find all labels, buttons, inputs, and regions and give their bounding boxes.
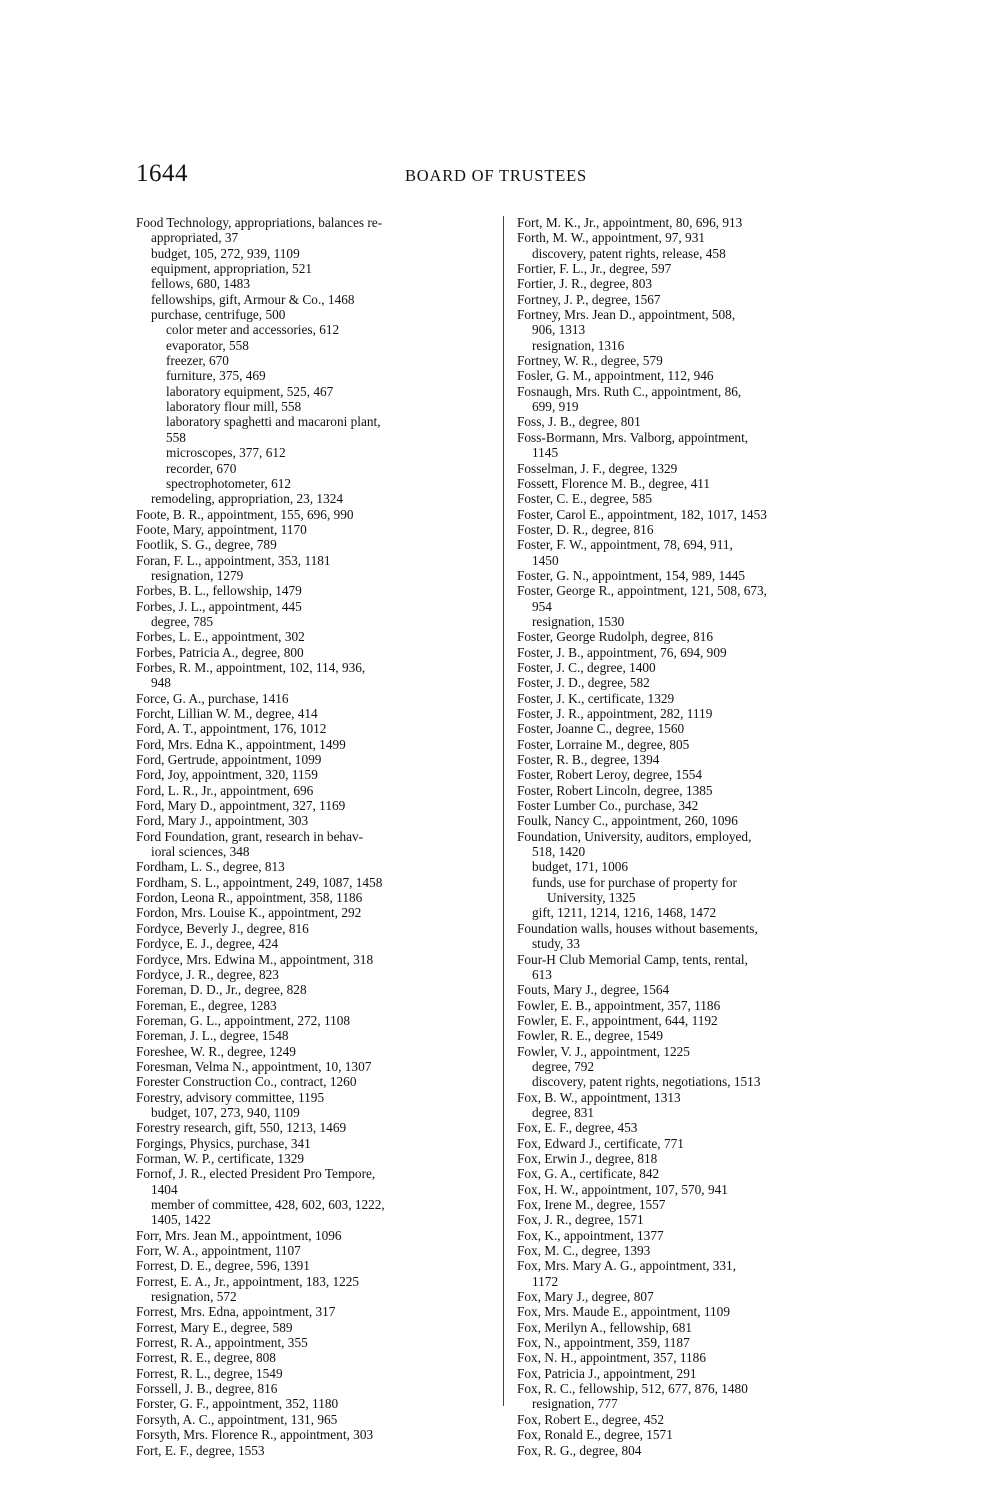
index-entry: Foster, Joanne C., degree, 1560 [517, 721, 685, 737]
index-entry: Foster Lumber Co., purchase, 342 [517, 798, 699, 814]
index-subentry: resignation, 1530 [532, 613, 625, 629]
index-entry: Fox, M. C., degree, 1393 [517, 1243, 651, 1259]
index-subentry: freezer, 670 [166, 353, 229, 369]
index-entry: Forbes, B. L., fellowship, 1479 [136, 583, 302, 599]
running-head: BOARD OF TRUSTEES [405, 166, 587, 185]
column-divider [503, 216, 504, 1406]
index-entry: Fornof, J. R., elected President Pro Tempore, [136, 1166, 376, 1182]
index-entry: Fowler, R. E., degree, 1549 [517, 1028, 664, 1044]
index-entry: Fox, R. C., fellowship, 512, 677, 876, 1480 [517, 1381, 748, 1397]
index-entry: Fowler, V. J., appointment, 1225 [517, 1043, 690, 1059]
index-entry: Forestry research, gift, 550, 1213, 1469 [136, 1120, 347, 1136]
index-entry: Forster, G. F., appointment, 352, 1180 [136, 1396, 339, 1412]
index-entry: Fox, N. H., appointment, 357, 1186 [517, 1350, 706, 1366]
index-subentry: gift, 1211, 1214, 1216, 1468, 1472 [532, 905, 717, 921]
index-column-right [517, 215, 874, 1458]
index-entry: Fox, B. W., appointment, 1313 [517, 1089, 681, 1105]
index-entry: Foundation walls, houses without basements, [517, 920, 758, 936]
index-subentry: fellowships, gift, Armour & Co., 1468 [151, 291, 355, 307]
index-entry: Foster, R. B., degree, 1394 [517, 752, 660, 768]
index-entry: Forrest, D. E., degree, 596, 1391 [136, 1258, 310, 1274]
index-entry: Ford, Gertrude, appointment, 1099 [136, 752, 322, 768]
index-subentry: 1404 [151, 1181, 178, 1197]
index-entry: Foreman, D. D., Jr., degree, 828 [136, 982, 307, 998]
index-entry: Forbes, Patricia A., degree, 800 [136, 644, 304, 660]
index-entry: Fox, Ronald E., degree, 1571 [517, 1427, 673, 1443]
index-entry: Foreman, G. L., appointment, 272, 1108 [136, 1012, 351, 1028]
index-subentry: degree, 792 [532, 1058, 595, 1074]
index-entry: Foster, J. K., certificate, 1329 [517, 690, 675, 706]
index-entry: Foote, B. R., appointment, 155, 696, 990 [136, 506, 354, 522]
index-entry: Fortier, J. R., degree, 803 [517, 276, 652, 292]
index-subentry: equipment, appropriation, 521 [151, 261, 313, 277]
index-entry: Fouts, Mary J., degree, 1564 [517, 982, 670, 998]
index-subentry: funds, use for purchase of property for [532, 874, 737, 890]
index-entry: Fosnaugh, Mrs. Ruth C., appointment, 86, [517, 383, 742, 399]
index-entry: Foster, Lorraine M., degree, 805 [517, 736, 690, 752]
index-entry: Fox, Mrs. Maude E., appointment, 1109 [517, 1304, 730, 1320]
index-subentry: University, 1325 [547, 890, 636, 906]
index-entry: Foran, F. L., appointment, 353, 1181 [136, 552, 331, 568]
index-subentry: laboratory flour mill, 558 [166, 399, 302, 415]
index-entry: Fordyce, J. R., degree, 823 [136, 966, 279, 982]
index-entry: Force, G. A., purchase, 1416 [136, 690, 289, 706]
index-entry: Foreshee, W. R., degree, 1249 [136, 1043, 296, 1059]
index-entry: Foster, J. B., appointment, 76, 694, 909 [517, 644, 727, 660]
index-entry: Fox, Robert E., degree, 452 [517, 1411, 664, 1427]
index-entry: Ford, Mrs. Edna K., appointment, 1499 [136, 736, 346, 752]
index-subentry: degree, 785 [151, 613, 214, 629]
index-subentry: appropriated, 37 [151, 230, 239, 246]
index-subentry: color meter and accessories, 612 [166, 322, 340, 338]
index-subentry: laboratory spaghetti and macaroni plant, [166, 414, 381, 430]
index-subentry: 518, 1420 [532, 844, 586, 860]
index-entry: Forrest, Mary E., degree, 589 [136, 1319, 293, 1335]
index-entry: Fortney, W. R., degree, 579 [517, 353, 663, 369]
index-entry: Forr, W. A., appointment, 1107 [136, 1243, 301, 1259]
index-entry: Fosselman, J. F., degree, 1329 [517, 460, 678, 476]
index-entry: Fox, Mary J., degree, 807 [517, 1289, 654, 1305]
index-entry: Foreman, E., degree, 1283 [136, 997, 277, 1013]
index-entry: Fordham, S. L., appointment, 249, 1087, 1458 [136, 874, 383, 890]
index-entry: Fordham, L. S., degree, 813 [136, 859, 285, 875]
index-entry: Foulk, Nancy C., appointment, 260, 1096 [517, 813, 738, 829]
index-subentry: spectrophotometer, 612 [166, 475, 292, 491]
index-subentry: 948 [151, 675, 171, 691]
index-column-left [136, 215, 489, 1458]
index-entry: Forssell, J. B., degree, 816 [136, 1381, 278, 1397]
index-entry: Foster, D. R., degree, 816 [517, 521, 654, 537]
index-subentry: microscopes, 377, 612 [166, 445, 286, 461]
index-subentry: 906, 1313 [532, 322, 586, 338]
index-entry: Forrest, E. A., Jr., appointment, 183, 1225 [136, 1273, 360, 1289]
index-entry: Foster, George R., appointment, 121, 508, 673, [517, 583, 767, 599]
index-entry: Fortney, Mrs. Jean D., appointment, 508, [517, 307, 736, 323]
index-entry: Forbes, J. L., appointment, 445 [136, 598, 302, 614]
index-entry: Forrest, Mrs. Edna, appointment, 317 [136, 1304, 336, 1320]
index-subentry: recorder, 670 [166, 460, 237, 476]
index-entry: Fox, Patricia J., appointment, 291 [517, 1365, 697, 1381]
index-entry: Forth, M. W., appointment, 97, 931 [517, 230, 706, 246]
index-subentry: member of committee, 428, 602, 603, 1222, [151, 1197, 385, 1212]
index-entry: Fortier, F. L., Jr., degree, 597 [517, 261, 672, 277]
index-entry: Foss-Bormann, Mrs. Valborg, appointment, [517, 429, 749, 445]
index-subentry: evaporator, 558 [166, 337, 249, 353]
index-entry: Forman, W. P., certificate, 1329 [136, 1150, 305, 1166]
index-subentry: 699, 919 [532, 399, 579, 415]
index-entry: Fox, J. R., degree, 1571 [517, 1212, 644, 1228]
index-subentry: purchase, centrifuge, 500 [151, 307, 286, 323]
index-entry: Forsyth, Mrs. Florence R., appointment, 303 [136, 1427, 374, 1443]
index-entry: Forbes, R. M., appointment, 102, 114, 936, [136, 659, 366, 675]
index-entry: Fossett, Florence M. B., degree, 411 [517, 475, 711, 491]
index-entry: Fox, Mrs. Mary A. G., appointment, 331, [517, 1258, 737, 1274]
index-entry: Fox, Merilyn A., fellowship, 681 [517, 1319, 693, 1335]
index-entry: Fowler, E. B., appointment, 357, 1186 [517, 997, 721, 1013]
index-subentry: ioral sciences, 348 [151, 844, 250, 860]
index-entry: Fox, Irene M., degree, 1557 [517, 1197, 666, 1212]
index-entry: Ford, Joy, appointment, 320, 1159 [136, 767, 318, 783]
index-subentry: laboratory equipment, 525, 467 [166, 383, 334, 399]
index-subentry: remodeling, appropriation, 23, 1324 [151, 491, 344, 507]
index-entry: Forcht, Lillian W. M., degree, 414 [136, 706, 318, 721]
index-entry: Forestry, advisory committee, 1195 [136, 1089, 325, 1105]
index-entry: Forsyth, A. C., appointment, 131, 965 [136, 1411, 338, 1427]
index-entry: Ford, A. T., appointment, 176, 1012 [136, 721, 327, 737]
index-subentry: furniture, 375, 469 [166, 368, 266, 384]
index-subentry: resignation, 1279 [151, 567, 244, 583]
index-subentry: 1405, 1422 [151, 1212, 211, 1228]
index-entry: Forrest, R. A., appointment, 355 [136, 1335, 308, 1351]
index-entry: Ford, Mary J., appointment, 303 [136, 813, 309, 829]
index-entry: Fox, N., appointment, 359, 1187 [517, 1335, 690, 1351]
index-entry: Forrest, R. E., degree, 808 [136, 1350, 276, 1366]
index-entry: Foresman, Velma N., appointment, 10, 1307 [136, 1058, 372, 1074]
index-entry: Foreman, J. L., degree, 1548 [136, 1028, 289, 1044]
index-entry: Fox, G. A., certificate, 842 [517, 1166, 660, 1182]
index-entry: Fordyce, Beverly J., degree, 816 [136, 920, 309, 936]
index-entry: Fox, K., appointment, 1377 [517, 1227, 664, 1243]
index-entry: Fordyce, E. J., degree, 424 [136, 936, 279, 952]
index-entry: Fox, E. F., degree, 453 [517, 1120, 638, 1136]
index-entry: Fosler, G. M., appointment, 112, 946 [517, 368, 714, 384]
index-subentry: budget, 105, 272, 939, 1109 [151, 245, 300, 261]
page-number: 1644 [136, 160, 188, 187]
index-subentry: 1450 [532, 552, 559, 568]
index-subentry: resignation, 777 [532, 1396, 618, 1412]
index-entry: Foster, Robert Leroy, degree, 1554 [517, 767, 703, 783]
index-entry: Foster, Robert Lincoln, degree, 1385 [517, 782, 713, 798]
index-entry: Footlik, S. G., degree, 789 [136, 537, 277, 553]
index-subentry: 954 [532, 598, 552, 614]
index-entry: Food Technology, appropriations, balances re- [136, 215, 383, 230]
index-entry: Fort, M. K., Jr., appointment, 80, 696, 913 [517, 215, 743, 230]
index-entry: Fox, Edward J., certificate, 771 [517, 1135, 684, 1151]
index-entry: Fort, E. F., degree, 1553 [136, 1442, 265, 1458]
index-entry: Foster, J. C., degree, 1400 [517, 659, 656, 675]
index-subentry: budget, 107, 273, 940, 1109 [151, 1104, 300, 1120]
index-entry: Forester Construction Co., contract, 1260 [136, 1074, 357, 1090]
index-subentry: 613 [532, 966, 552, 982]
index-entry: Foster, F. W., appointment, 78, 694, 911, [517, 537, 733, 553]
index-entry: Fox, Erwin J., degree, 818 [517, 1150, 658, 1166]
index-entry: Ford, L. R., Jr., appointment, 696 [136, 782, 314, 798]
index-subentry: fellows, 680, 1483 [151, 276, 250, 292]
index-subentry: 1172 [532, 1273, 559, 1289]
index-subentry: 1145 [532, 445, 559, 461]
index-entry: Foster, G. N., appointment, 154, 989, 1445 [517, 567, 746, 583]
index-subentry: budget, 171, 1006 [532, 859, 629, 875]
index-subentry: discovery, patent rights, negotiations, 1513 [532, 1074, 761, 1090]
index-subentry: 558 [166, 429, 186, 445]
index-entry: Foote, Mary, appointment, 1170 [136, 521, 307, 537]
index-entry: Foss, J. B., degree, 801 [517, 414, 641, 430]
index-entry: Foster, J. D., degree, 582 [517, 675, 650, 691]
index-entry: Fortney, J. P., degree, 1567 [517, 291, 661, 307]
index-entry: Forgings, Physics, purchase, 341 [136, 1135, 311, 1151]
index-subentry: discovery, patent rights, release, 458 [532, 245, 726, 261]
index-entry: Foster, Carol E., appointment, 182, 1017, 1453 [517, 506, 767, 522]
index-entry: Foster, J. R., appointment, 282, 1119 [517, 706, 713, 721]
index-entry: Foundation, University, auditors, employed, [517, 828, 752, 844]
index-entry: Forbes, L. E., appointment, 302 [136, 629, 305, 645]
index-subentry: resignation, 1316 [532, 337, 625, 353]
index-entry: Forrest, R. L., degree, 1549 [136, 1365, 283, 1381]
index-subentry: study, 33 [532, 936, 580, 952]
index-entry: Fordon, Mrs. Louise K., appointment, 292 [136, 905, 362, 921]
index-entry: Ford Foundation, grant, research in behav- [136, 828, 364, 844]
index-entry: Foster, C. E., degree, 585 [517, 491, 652, 507]
index-entry: Fordon, Leona R., appointment, 358, 1186 [136, 890, 363, 906]
index-subentry: resignation, 572 [151, 1289, 237, 1305]
index-entry: Fox, R. G., degree, 804 [517, 1442, 642, 1458]
index-subentry: degree, 831 [532, 1104, 595, 1120]
index-entry: Forr, Mrs. Jean M., appointment, 1096 [136, 1227, 342, 1243]
index-entry: Ford, Mary D., appointment, 327, 1169 [136, 798, 346, 814]
index-entry: Fox, H. W., appointment, 107, 570, 941 [517, 1181, 728, 1197]
index-entry: Four-H Club Memorial Camp, tents, rental, [517, 951, 748, 967]
index-entry: Fordyce, Mrs. Edwina M., appointment, 318 [136, 951, 374, 967]
index-entry: Fowler, E. F., appointment, 644, 1192 [517, 1012, 718, 1028]
index-entry: Foster, George Rudolph, degree, 816 [517, 629, 714, 645]
